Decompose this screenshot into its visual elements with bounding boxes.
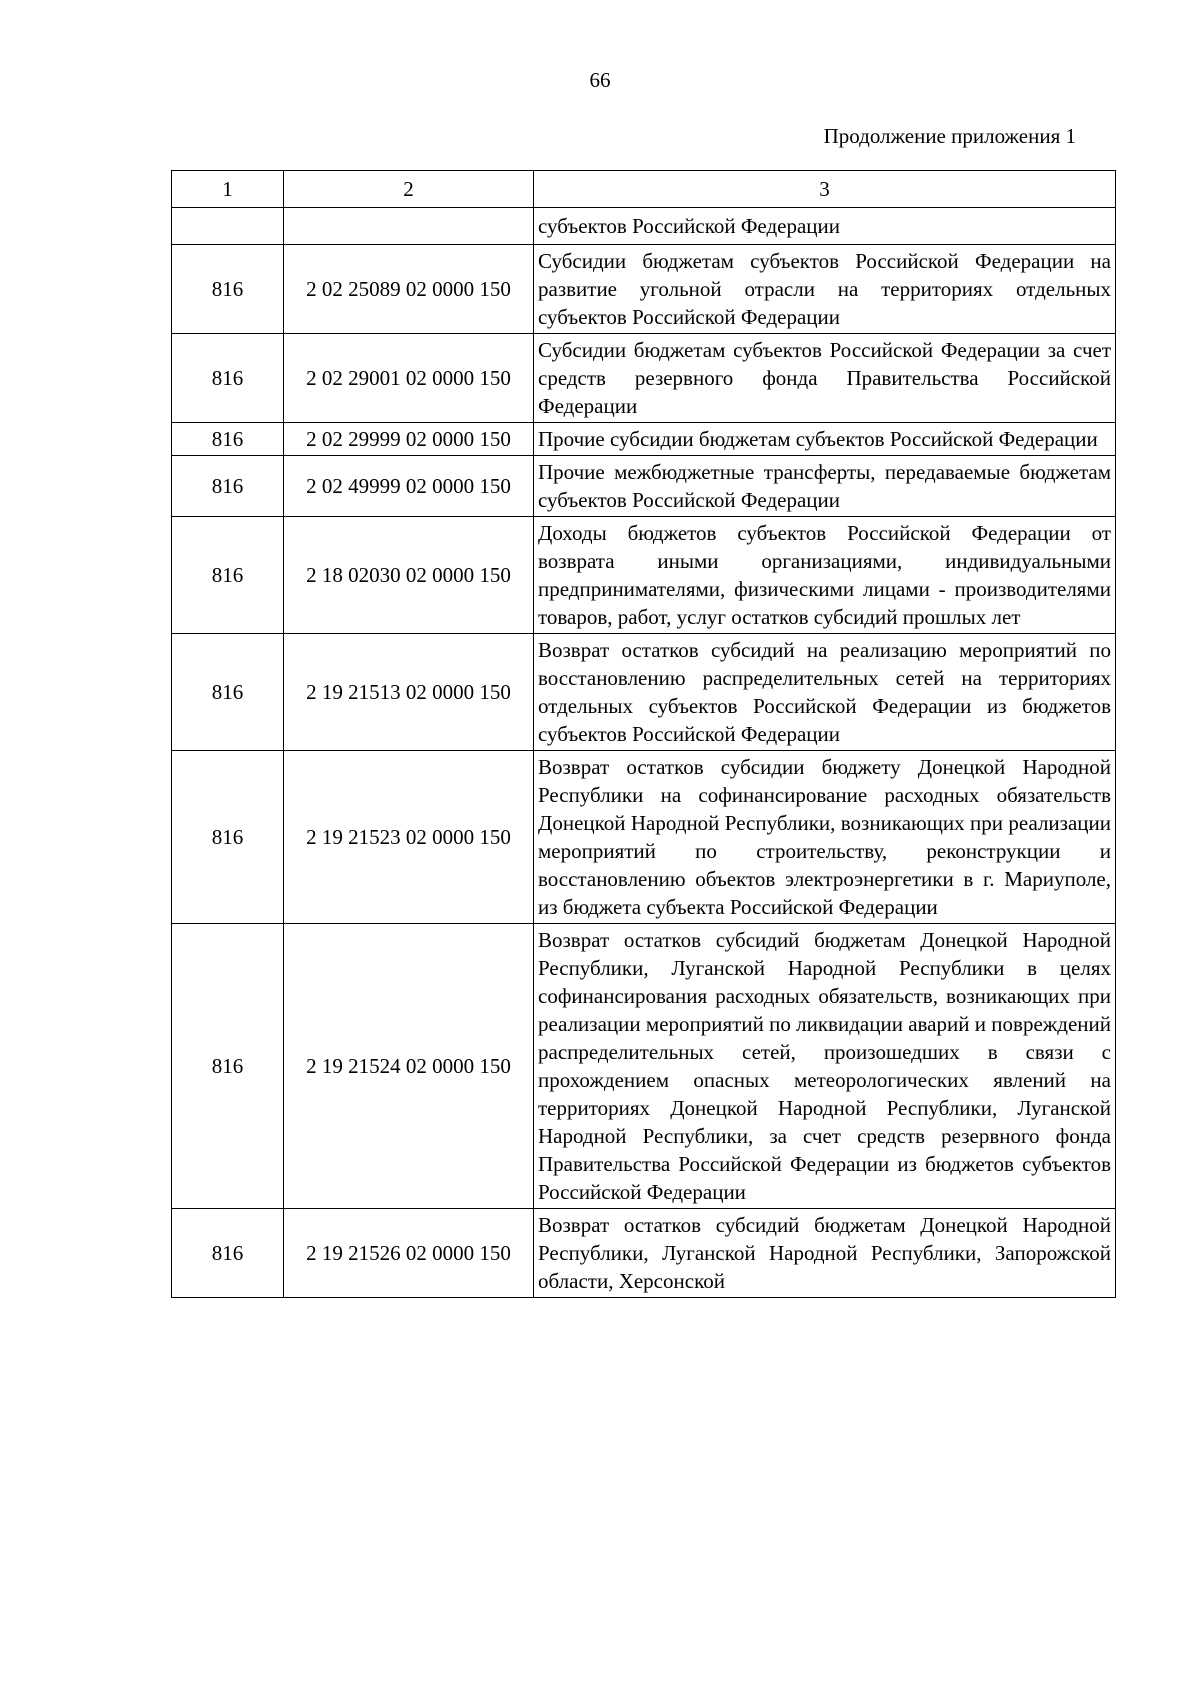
budget-code-cell: 2 02 25089 02 0000 150 bbox=[284, 245, 534, 334]
continued-row bbox=[172, 208, 1116, 245]
page-number: 66 bbox=[589, 68, 611, 92]
budget-code-cell: 2 02 29999 02 0000 150 bbox=[284, 423, 534, 456]
description-cell: Возврат остатков субсидий бюджетам Донецкой Народной Республики, Луганской Народной Республики в целях софинансирования расходных обязательств, возникающих при реализации мероприятий по ликвидации аварий и повреждений распределительных сетей, произошедших в связи с прохождением опасных метеорологических явлений на территориях Донецкой Народной Республики, Луганской Народной Республики, за счет средств резервного фонда Правительства Российской Федерации из бюджетов субъектов Российской Федерации bbox=[534, 924, 1116, 1209]
admin-code-cell: 816 bbox=[172, 751, 284, 924]
budget-code-cell: 2 18 02030 02 0000 150 bbox=[284, 517, 534, 634]
description-cell: Прочие субсидии бюджетам субъектов Российской Федерации bbox=[534, 423, 1116, 456]
admin-code-cell: 816 bbox=[172, 924, 284, 1209]
continuation-label: Продолжение приложения 1 bbox=[823, 124, 1076, 148]
table-row bbox=[172, 423, 1116, 456]
admin-code-cell: 816 bbox=[172, 423, 284, 456]
description-cell: Возврат остатков субсидий на реализацию мероприятий по восстановлению распределительных сетей на территориях отдельных субъектов Российской Федерации из бюджетов субъектов Российской Федерации bbox=[534, 634, 1116, 751]
budget-code-cell: 2 19 21523 02 0000 150 bbox=[284, 751, 534, 924]
revenue-code-table bbox=[171, 170, 1116, 1298]
description-cell: субъектов Российской Федерации bbox=[534, 208, 1116, 245]
description-cell: Прочие межбюджетные трансферты, передаваемые бюджетам субъектов Российской Федерации bbox=[534, 456, 1116, 517]
table-row bbox=[172, 924, 1116, 1209]
admin-code-cell: 816 bbox=[172, 517, 284, 634]
table-row bbox=[172, 634, 1116, 751]
admin-code-cell: 816 bbox=[172, 245, 284, 334]
admin-code-cell: 816 bbox=[172, 334, 284, 423]
header-cell-2: 2 bbox=[284, 171, 534, 208]
header-cell-1: 1 bbox=[172, 171, 284, 208]
admin-code-cell: 816 bbox=[172, 1209, 284, 1298]
admin-code-cell: 816 bbox=[172, 456, 284, 517]
budget-code-cell: 2 02 49999 02 0000 150 bbox=[284, 456, 534, 517]
admin-code-cell bbox=[172, 208, 284, 245]
table-row bbox=[172, 245, 1116, 334]
description-cell: Возврат остатков субсидии бюджету Донецкой Народной Республики на софинансирование расходных обязательств Донецкой Народной Республики, возникающих при реализации мероприятий по строительству, реконструкции и восстановлению объектов электроэнергетики в г. Мариуполе, из бюджета субъекта Российской Федерации bbox=[534, 751, 1116, 924]
table-row bbox=[172, 1209, 1116, 1298]
table-row bbox=[172, 751, 1116, 924]
table-header-row bbox=[172, 171, 1116, 208]
table-row bbox=[172, 517, 1116, 634]
description-cell: Возврат остатков субсидий бюджетам Донецкой Народной Республики, Луганской Народной Республики, Запорожской области, Херсонской bbox=[534, 1209, 1116, 1298]
table-row bbox=[172, 456, 1116, 517]
budget-code-cell: 2 19 21526 02 0000 150 bbox=[284, 1209, 534, 1298]
table-row bbox=[172, 334, 1116, 423]
budget-code-cell bbox=[284, 208, 534, 245]
admin-code-cell: 816 bbox=[172, 634, 284, 751]
budget-code-cell: 2 19 21524 02 0000 150 bbox=[284, 924, 534, 1209]
description-cell: Субсидии бюджетам субъектов Российской Федерации на развитие угольной отрасли на территориях отдельных субъектов Российской Федерации bbox=[534, 245, 1116, 334]
description-cell: Субсидии бюджетам субъектов Российской Федерации за счет средств резервного фонда Правительства Российской Федерации bbox=[534, 334, 1116, 423]
budget-code-cell: 2 19 21513 02 0000 150 bbox=[284, 634, 534, 751]
header-cell-3: 3 bbox=[534, 171, 1116, 208]
budget-code-cell: 2 02 29001 02 0000 150 bbox=[284, 334, 534, 423]
description-cell: Доходы бюджетов субъектов Российской Федерации от возврата иными организациями, индивидуальными предпринимателями, физическими лицами - производителями товаров, работ, услуг остатков субсидий прошлых лет bbox=[534, 517, 1116, 634]
